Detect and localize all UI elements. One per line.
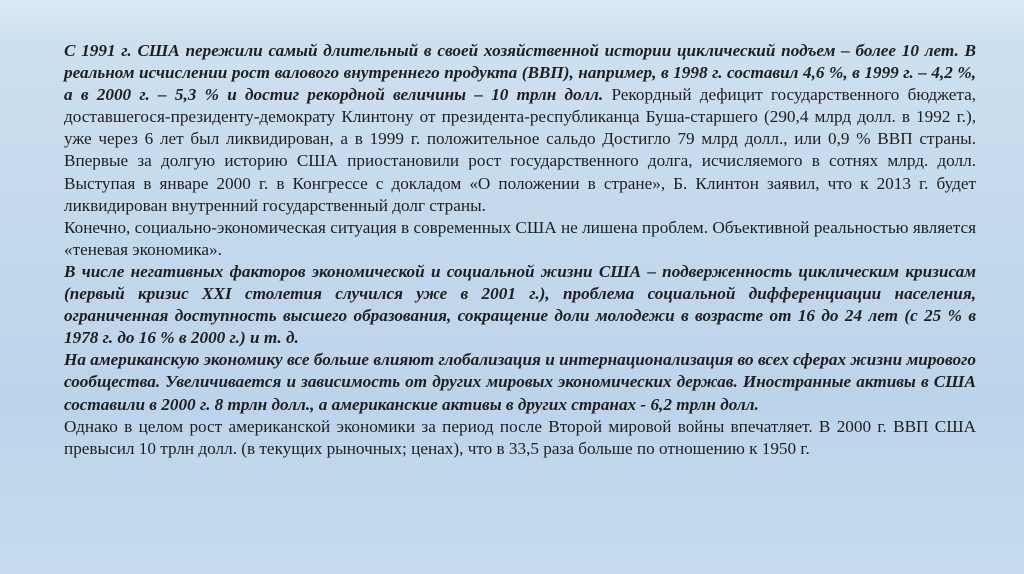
paragraph-economic-growth-body: Рекордный дефицит государственного бюджета, доставшегося-президенту-демократу Клинтону от президента-республиканца Буша-старшего (290,4 млрд долл. в 1992 г.), уже через 6 лет был ликвидирован, а в 1999 г. положительное сальдо Достигло 79 млрд долл., или 0,9 % ВВП страны. Впервые за долгую историю США приостановили рост государственного долга, исчисляемого в сотнях млрд. долл. Выступая в январе 2000 г. в Конгрессе с докладом «О положении в стране», Б. Клинтон заявил, что к 2013 г. будет ликвидирован внутренний государственный долг страны. (64, 85, 976, 215)
slide-text (64, 40, 976, 460)
paragraph-economic-growth-emphasis: С 1991 г. США пережили самый длительный в своей хозяйственной истории циклический подъем – более 10 лет. В реальном исчислении рост валового внутреннего продукта (ВВП), например, в 1998 г. составил 4,6 %, в 1999 г. – 4,2 %, а в 2000 г. – 5,3 % и достиг рекордной величины – 10 трлн долл. (64, 41, 976, 105)
paragraph-negative-factors: В числе негативных факторов экономической и социальной жизни США – подверженность циклическим кризисам (первый кризис XXI столетия случился уже в 2001 г.), проблема социальной дифференциации населения, ограниченная доступность высшего образования, сокращение доли молодежи в возрасте от 16 до 24 лет (с 25 % в 1978 г. до 16 % в 2000 г.) и т. д. (64, 261, 976, 348)
paragraph-globalization: На американскую экономику все больше влияют глобализация и интернационализация во всех сферах жизни мирового сообщества. Увеличивается и зависимость от других мировых экономических держав. Иностранные активы в США составили в 2000 г. 8 трлн долл., а американские активы в других странах - 6,2 трлн долл. (64, 350, 976, 414)
paragraph-shadow-economy: Конечно, социально-экономическая ситуация в современных США не лишена проблем. Объективной реальностью является «теневая экономика». (64, 217, 976, 259)
paragraph-economic-growth (64, 40, 976, 217)
paragraph-postwar-growth: Однако в целом рост американской экономики за период после Второй мировой войны впечатляет. В 2000 г. ВВП США превысил 10 трлн долл. (в текущих рыночных; ценах), что в 33,5 раза больше по отношению к 1950 г. (64, 416, 976, 458)
background-highlight (0, 0, 1024, 40)
